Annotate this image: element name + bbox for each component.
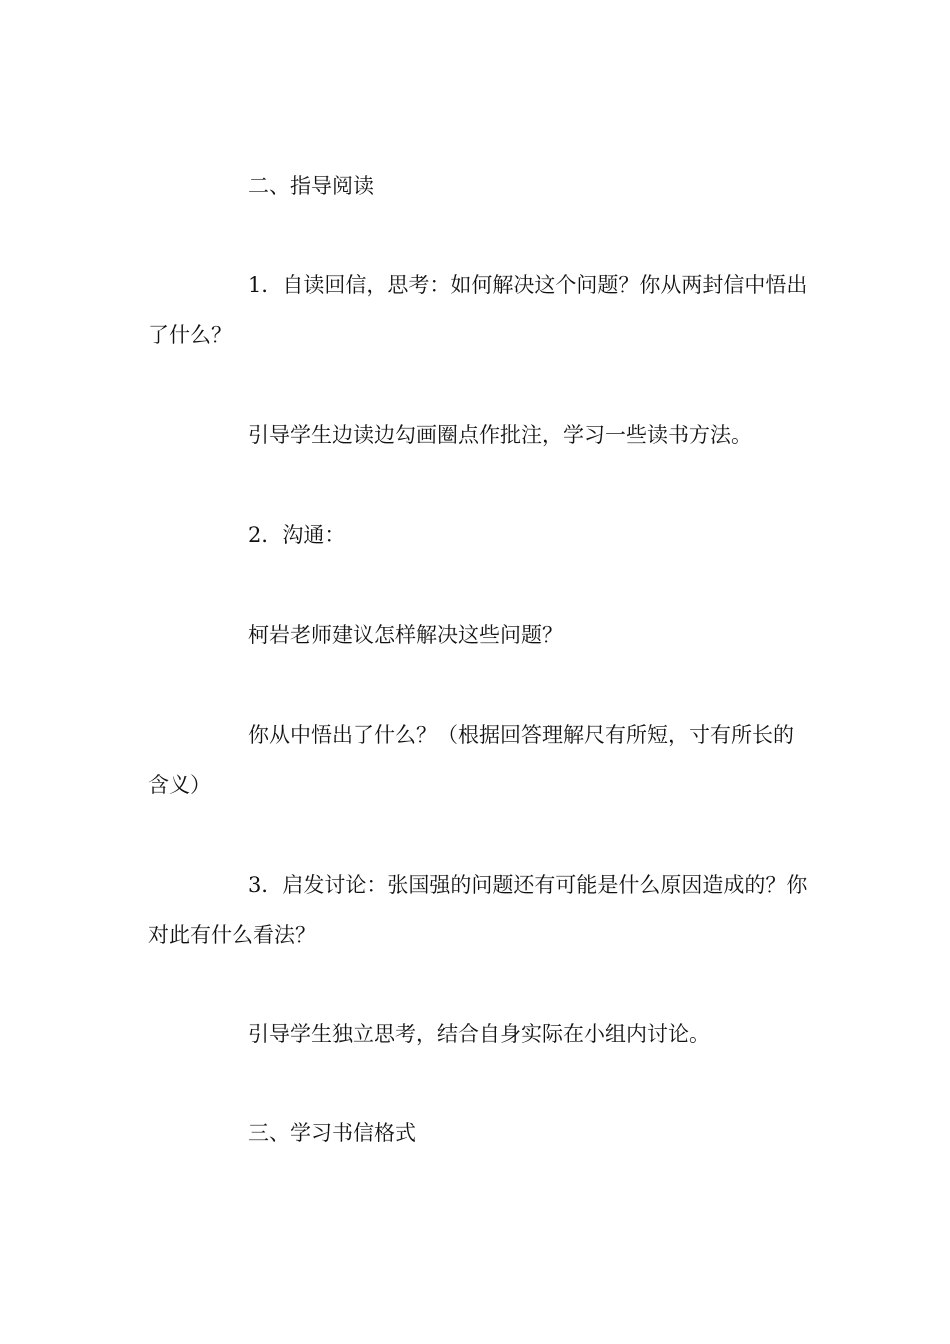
paragraph-item-1: 1．自读回信，思考：如何解决这个问题？你从两封信中悟出了什么？: [148, 273, 808, 347]
paragraph-guidance-2: 引导学生独立思考，结合自身实际在小组内讨论。: [248, 1022, 710, 1046]
paragraph-item-3: 3．启发讨论：张国强的问题还有可能是什么原因造成的？你对此有什么看法？: [148, 873, 808, 947]
section-heading-guided-reading: 二、指导阅读: [248, 174, 374, 198]
section-heading-letter-format: 三、学习书信格式: [248, 1121, 416, 1145]
paragraph-item-2: 2．沟通：: [248, 523, 346, 547]
paragraph-question-1: 柯岩老师建议怎样解决这些问题？: [248, 623, 563, 647]
paragraph-guidance-1: 引导学生边读边勾画圈点作批注，学习一些读书方法。: [248, 423, 752, 447]
paragraph-question-2: 你从中悟出了什么？（根据回答理解尺有所短，寸有所长的含义）: [148, 723, 794, 797]
